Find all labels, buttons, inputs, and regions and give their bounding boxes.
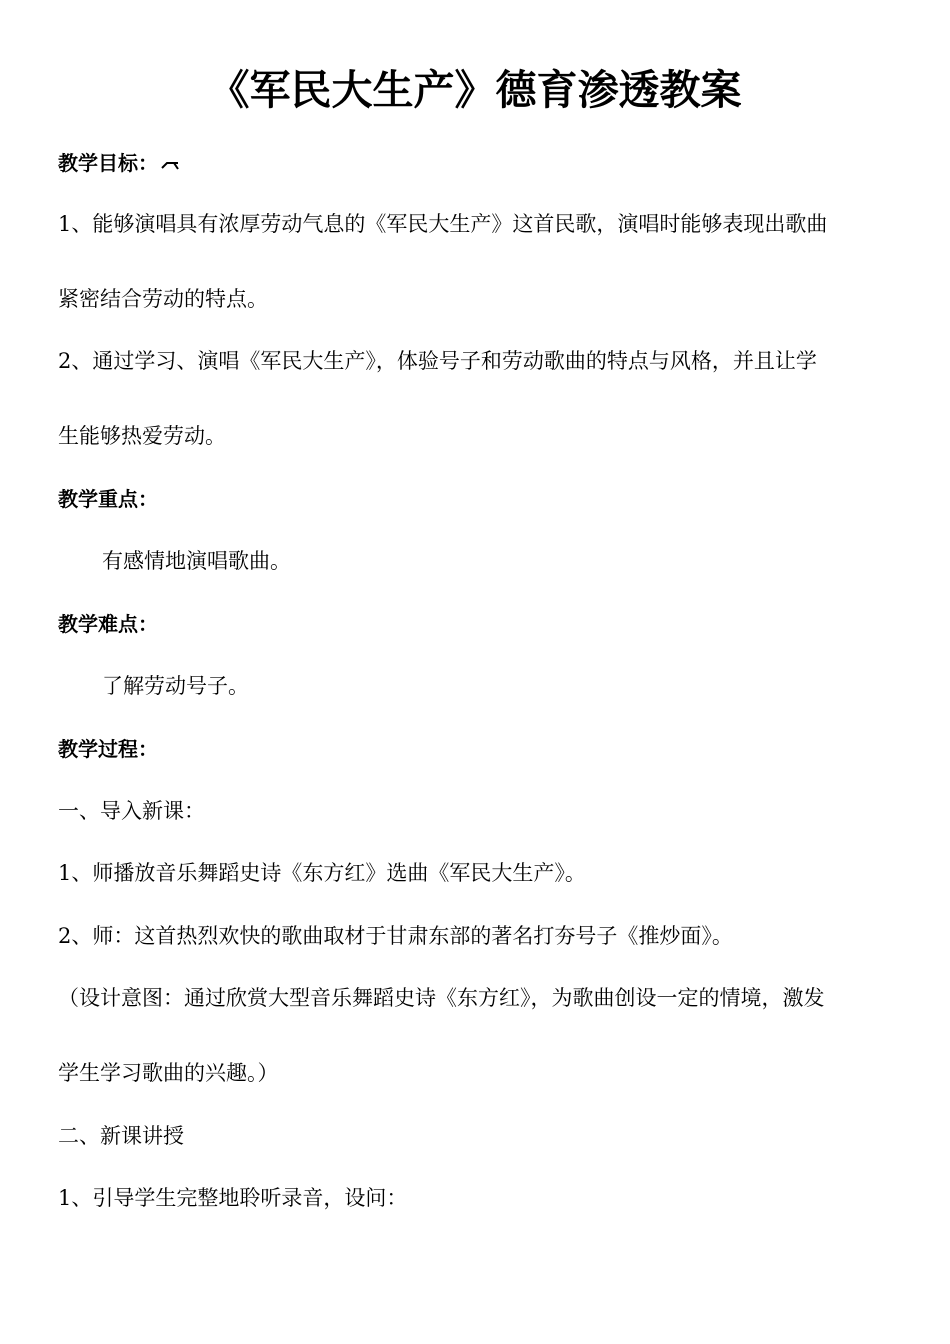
key-points-heading: 教学重点： (58, 487, 158, 511)
key-points-text: 有感情地演唱歌曲。 (102, 549, 291, 573)
section-1-item-2: 2、师：这首热烈欢快的歌曲取材于甘肃东部的著名打夯号子《推炒面》。 (58, 924, 733, 948)
objectives-heading-text: 教学目标： (58, 151, 158, 175)
text-cursor-mark-icon (160, 152, 180, 174)
objective-1-line-1: 1、能够演唱具有浓厚劳动气息的《军民大生产》这首民歌，演唱时能够表现出歌曲 (58, 212, 828, 236)
section-1-heading: 一、导入新课： (58, 799, 205, 823)
difficulties-text: 了解劳动号子。 (102, 674, 249, 698)
objectives-heading (58, 148, 180, 178)
process-heading: 教学过程： (58, 737, 158, 761)
design-note-line-1: （设计意图：通过欣赏大型音乐舞蹈史诗《东方红》，为歌曲创设一定的情境，激发 (58, 986, 825, 1010)
difficulties-heading: 教学难点： (58, 612, 158, 636)
section-1-item-1: 1、师播放音乐舞蹈史诗《东方红》选曲《军民大生产》。 (58, 861, 586, 885)
objective-2-line-1: 2、通过学习、演唱《军民大生产》，体验号子和劳动歌曲的特点与风格，并且让学 (58, 349, 817, 373)
objective-2-line-2: 生能够热爱劳动。 (58, 424, 226, 448)
section-2-heading: 二、新课讲授 (58, 1124, 184, 1148)
design-note-line-2: 学生学习歌曲的兴趣。） (58, 1061, 279, 1085)
section-2-item-1: 1、引导学生完整地聆听录音，设问： (58, 1186, 408, 1210)
document-title: 《军民大生产》德育渗透教案 (208, 66, 742, 114)
objective-1-line-2: 紧密结合劳动的特点。 (58, 287, 268, 311)
